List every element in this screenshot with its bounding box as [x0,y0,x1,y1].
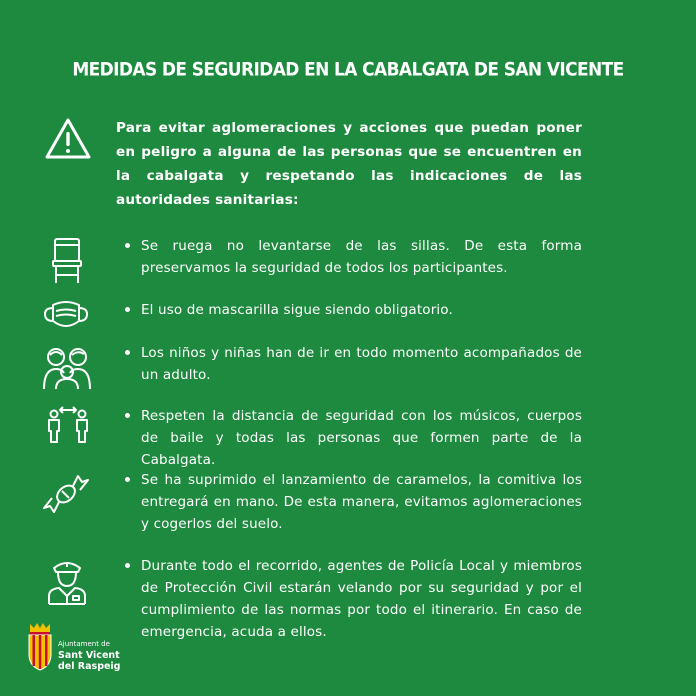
police-officer-icon [46,556,88,606]
logo-line-2: Sant Vicent [58,650,120,661]
warning-icon [44,117,92,161]
list-item: Respeten la distancia de seguridad con los músicos, cuerpos de baile y todas las personas que formen parte de la Cabalgata. [125,405,582,471]
page-title: MEDIDAS DE SEGURIDAD EN LA CABALGATA DE SAN VICENTE [72,58,624,82]
family-icon [42,345,92,391]
logo-line-1: Ajuntament de [58,640,110,648]
list-item: El uso de mascarilla sigue siendo obligatorio. [125,299,582,321]
list-item: Se ha suprimido el lanzamiento de caramelos, la comitiva los entregará en mano. De esta manera, evitamos aglomeraciones y cogerlos del suelo. [125,469,582,535]
mask-icon [42,297,90,333]
list-item: Durante todo el recorrido, agentes de Policía Local y miembros de Protección Civil estarán velando por su seguridad y por el cumplimiento de las normas por todo el itinerario. En caso de emergencia, acuda a ellos. [125,555,582,643]
candy-icon [42,470,90,518]
list-item: Se ruega no levantarse de las sillas. De esta forma preservamos la seguridad de todos los participantes. [125,235,582,279]
intro-paragraph: Para evitar aglomeraciones y acciones que puedan poner en peligro a alguna de las personas que se encuentren en la cabalgata y respetando las indicaciones de las autoridades sanitarias: [116,120,582,208]
logo-line-3: del Raspeig [58,661,121,672]
distance-icon [44,404,92,444]
chair-icon [50,237,84,285]
list-item: Los niños y niñas han de ir en todo momento acompañados de un adulto. [125,342,582,386]
coat-of-arms-icon [26,622,54,672]
ajuntament-logo [26,622,156,674]
